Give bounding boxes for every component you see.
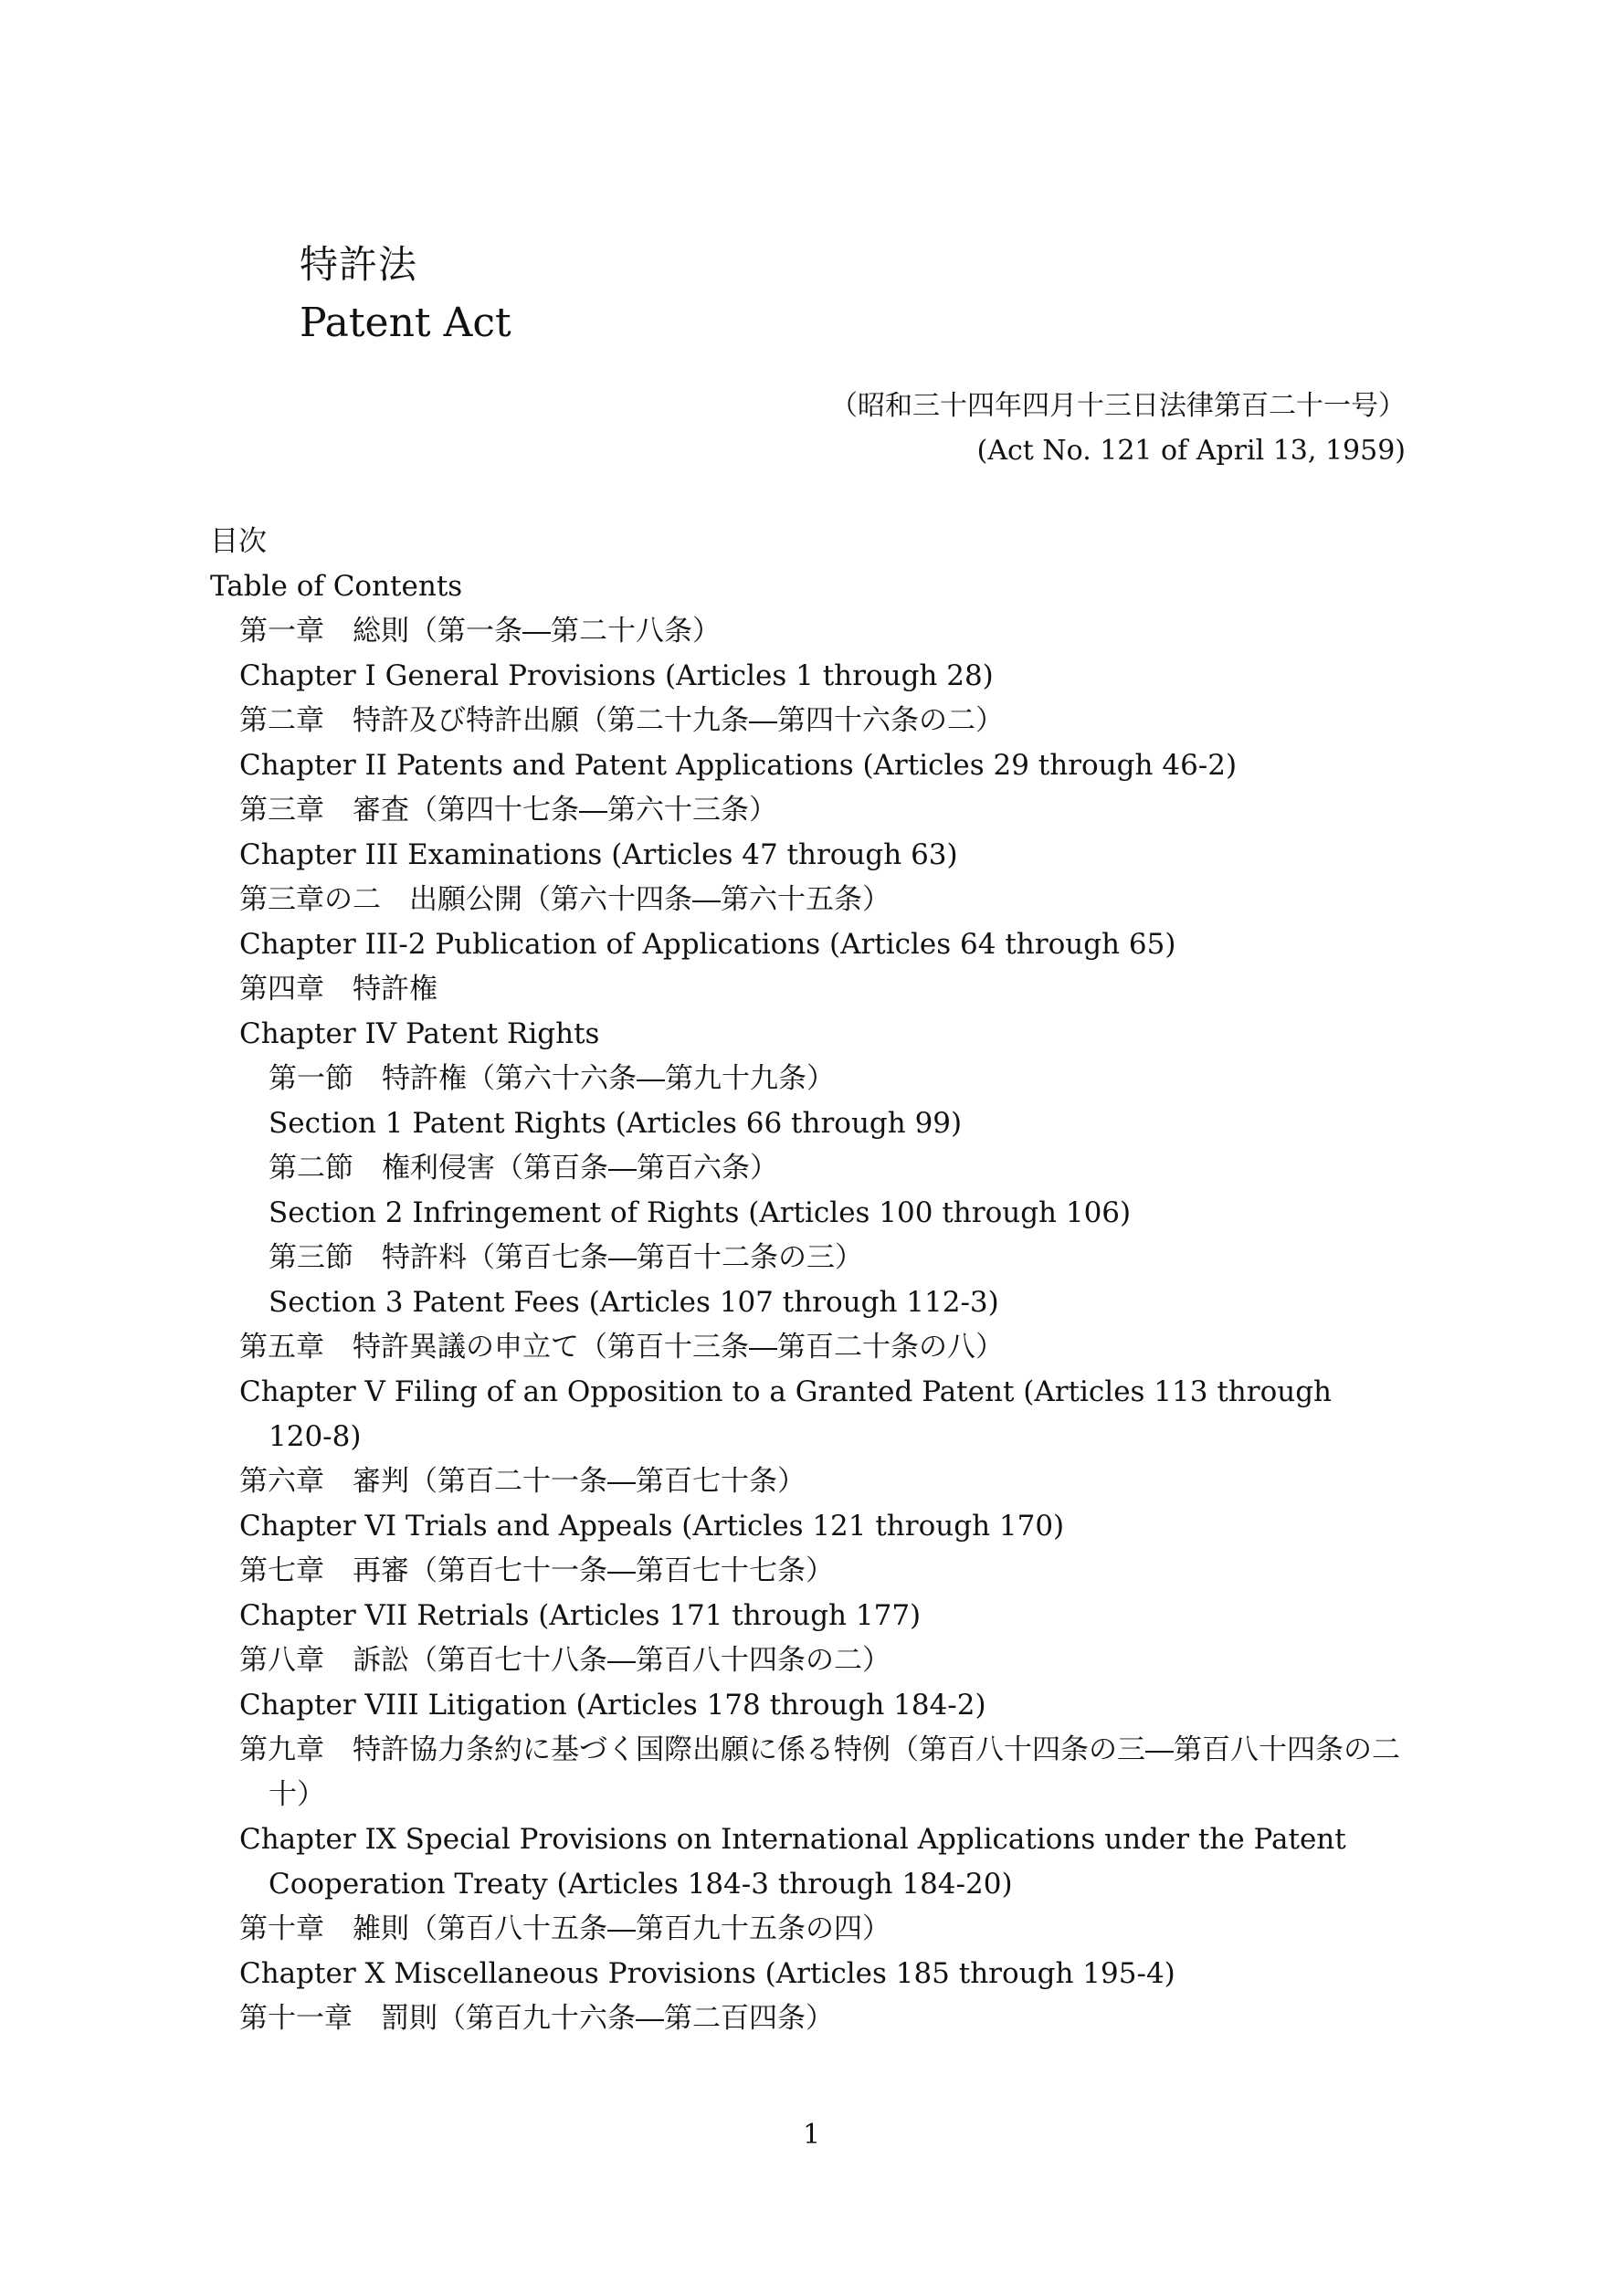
toc-entry-chapter-2-jp: 第二章 特許及び特許出願（第二十九条―第四十六条の二） (239, 704, 1004, 737)
toc-entry-chapter-9-en: Chapter IX Special Provisions on International Applications under the Patent Cooperation Treaty (Articles 184-3 through 184-20) (239, 1823, 1346, 1901)
toc-entry-chapter-8-jp: 第八章 訴訟（第百七十八条―第百八十四条の二） (239, 1644, 891, 1677)
toc-entry-chapter-11-jp: 第十一章 罰則（第百九十六条―第二百四条） (239, 2002, 834, 2035)
title-block (300, 236, 511, 353)
toc-entry-chapter-10-jp: 第十章 雑則（第百八十五条―第百九十五条の四） (239, 1912, 891, 1945)
toc-entry-chapter-6-en: Chapter VI Trials and Appeals (Articles 121 through 170) (239, 1510, 1065, 1543)
toc-heading-english: Table of Contents (210, 570, 463, 603)
toc-entry-chapter-6-jp: 第六章 審判（第百二十一条―第百七十条） (239, 1465, 806, 1498)
toc-entry-section-2-en: Section 2 Infringement of Rights (Articles 100 through 106) (269, 1196, 1132, 1229)
toc-entry-section-3-jp: 第三節 特許料（第百七条―第百十二条の三） (269, 1241, 863, 1274)
toc-entry-section-3-en: Section 3 Patent Fees (Articles 107 through 112-3) (269, 1286, 999, 1319)
toc-entry-chapter-7-en: Chapter VII Retrials (Articles 171 through 177) (239, 1599, 922, 1632)
act-number-english: (Act No. 121 of April 13, 1959) (976, 435, 1406, 467)
toc-heading-japanese: 目次 (210, 525, 267, 558)
page-number: 1 (802, 2119, 821, 2151)
act-number-block (830, 384, 1406, 473)
toc-entry-chapter-4-jp: 第四章 特許権 (239, 973, 437, 1006)
act-number-japanese: （昭和三十四年四月十三日法律第百二十一号） (830, 390, 1406, 422)
toc-entry-chapter-2-en: Chapter II Patents and Patent Applications (Articles 29 through 46-2) (239, 749, 1238, 782)
toc-entry-chapter-1-jp: 第一章 総則（第一条―第二十八条） (239, 615, 721, 648)
toc-entry-chapter-3-en: Chapter III Examinations (Articles 47 through 63) (239, 838, 958, 871)
title-english: Patent Act (300, 300, 511, 346)
toc-entry-chapter-10-en: Chapter X Miscellaneous Provisions (Articles 185 through 195-4) (239, 1957, 1175, 1990)
toc-entry-chapter-3-2-en: Chapter III-2 Publication of Applications (Articles 64 through 65) (239, 928, 1176, 961)
title-japanese: 特許法 (300, 242, 418, 287)
toc-entry-section-2-jp: 第二節 権利侵害（第百条―第百六条） (269, 1152, 778, 1185)
toc-entry-chapter-7-jp: 第七章 再審（第百七十一条―第百七十七条） (239, 1554, 834, 1587)
toc-entry-chapter-8-en: Chapter VIII Litigation (Articles 178 through 184-2) (239, 1689, 986, 1722)
toc-entry-chapter-9-jp: 第九章 特許協力条約に基づく国際出願に係る特例（第百八十四条の三―第百八十四条の二十） (239, 1733, 1400, 1811)
toc-entry-chapter-3-jp: 第三章 審査（第四十七条―第六十三条） (239, 794, 777, 827)
toc-entry-chapter-5-jp: 第五章 特許異議の申立て（第百十三条―第百二十条の八） (239, 1331, 1004, 1364)
table-of-contents (210, 520, 1425, 2041)
toc-entry-chapter-5-en: Chapter V Filing of an Opposition to a Granted Patent (Articles 113 through 120-8) (239, 1375, 1333, 1453)
toc-entry-chapter-4-en: Chapter IV Patent Rights (239, 1017, 600, 1050)
toc-entry-chapter-1-en: Chapter I General Provisions (Articles 1 through 28) (239, 659, 994, 692)
toc-entry-section-1-en: Section 1 Patent Rights (Articles 66 through 99) (269, 1107, 963, 1140)
toc-entry-section-1-jp: 第一節 特許権（第六十六条―第九十九条） (269, 1062, 835, 1095)
toc-entry-chapter-3-2-jp: 第三章の二 出願公開（第六十四条―第六十五条） (239, 883, 891, 916)
